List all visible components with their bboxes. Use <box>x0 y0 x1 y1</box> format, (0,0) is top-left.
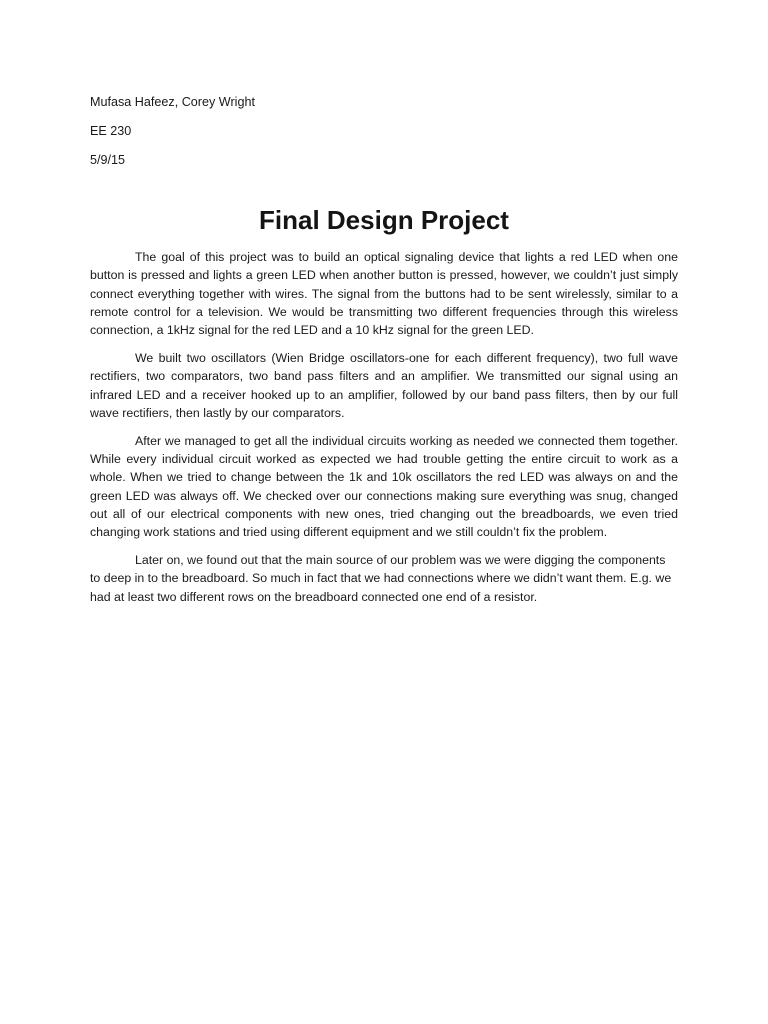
paragraph-goal: The goal of this project was to build an optical signaling device that lights a red LED when one button is pressed and lights a green LED when another button is pressed, however, we couldn’t just simply connect everything together with wires. The signal from the buttons had to be sent wirelessly, similar to a remote control for a television. We would be transmitting two different frequencies through this wireless connection, a 1kHz signal for the red LED and a 10 kHz signal for the green LED. <box>90 250 678 338</box>
paragraph-components: We built two oscillators (Wien Bridge oscillators-one for each different frequency), two full wave rectifiers, two comparators, two band pass filters and an amplifier. We transmitted our signal using an infrared LED and a receiver hooked up to an amplifier, followed by our band pass filters, then by our full wave rectifiers, then lastly by our comparators. <box>90 350 678 420</box>
author-names: Mufasa Hafeez, Corey Wright <box>90 95 255 109</box>
paragraph-troubleshooting: After we managed to get all the individual circuits working as needed we connected them together. While every individual circuit worked as expected we had trouble getting the entire circuit to work as a whole. When we tried to change between the 1k and 10k oscillators the red LED was always on and the green LED was always off. We checked over our connections making sure everything was snug, changed out all of our electrical components with new ones, tried changing out the breadboards, we even tried changing work stations and tried using different equipment and we still couldn’t fix the problem. <box>90 433 678 540</box>
document-date: 5/9/15 <box>90 153 126 167</box>
document-body <box>90 248 678 615</box>
paragraph-resolution: Later on, we found out that the main source of our problem was we were digging the components to deep in to the breadboard. So much in fact that we had connections where we didn’t want them. E.g. we had at least two different rows on the breadboard connected one end of a resistor. <box>90 552 672 604</box>
course-code: EE 230 <box>90 124 132 138</box>
document-title: Final Design Project <box>259 205 509 235</box>
